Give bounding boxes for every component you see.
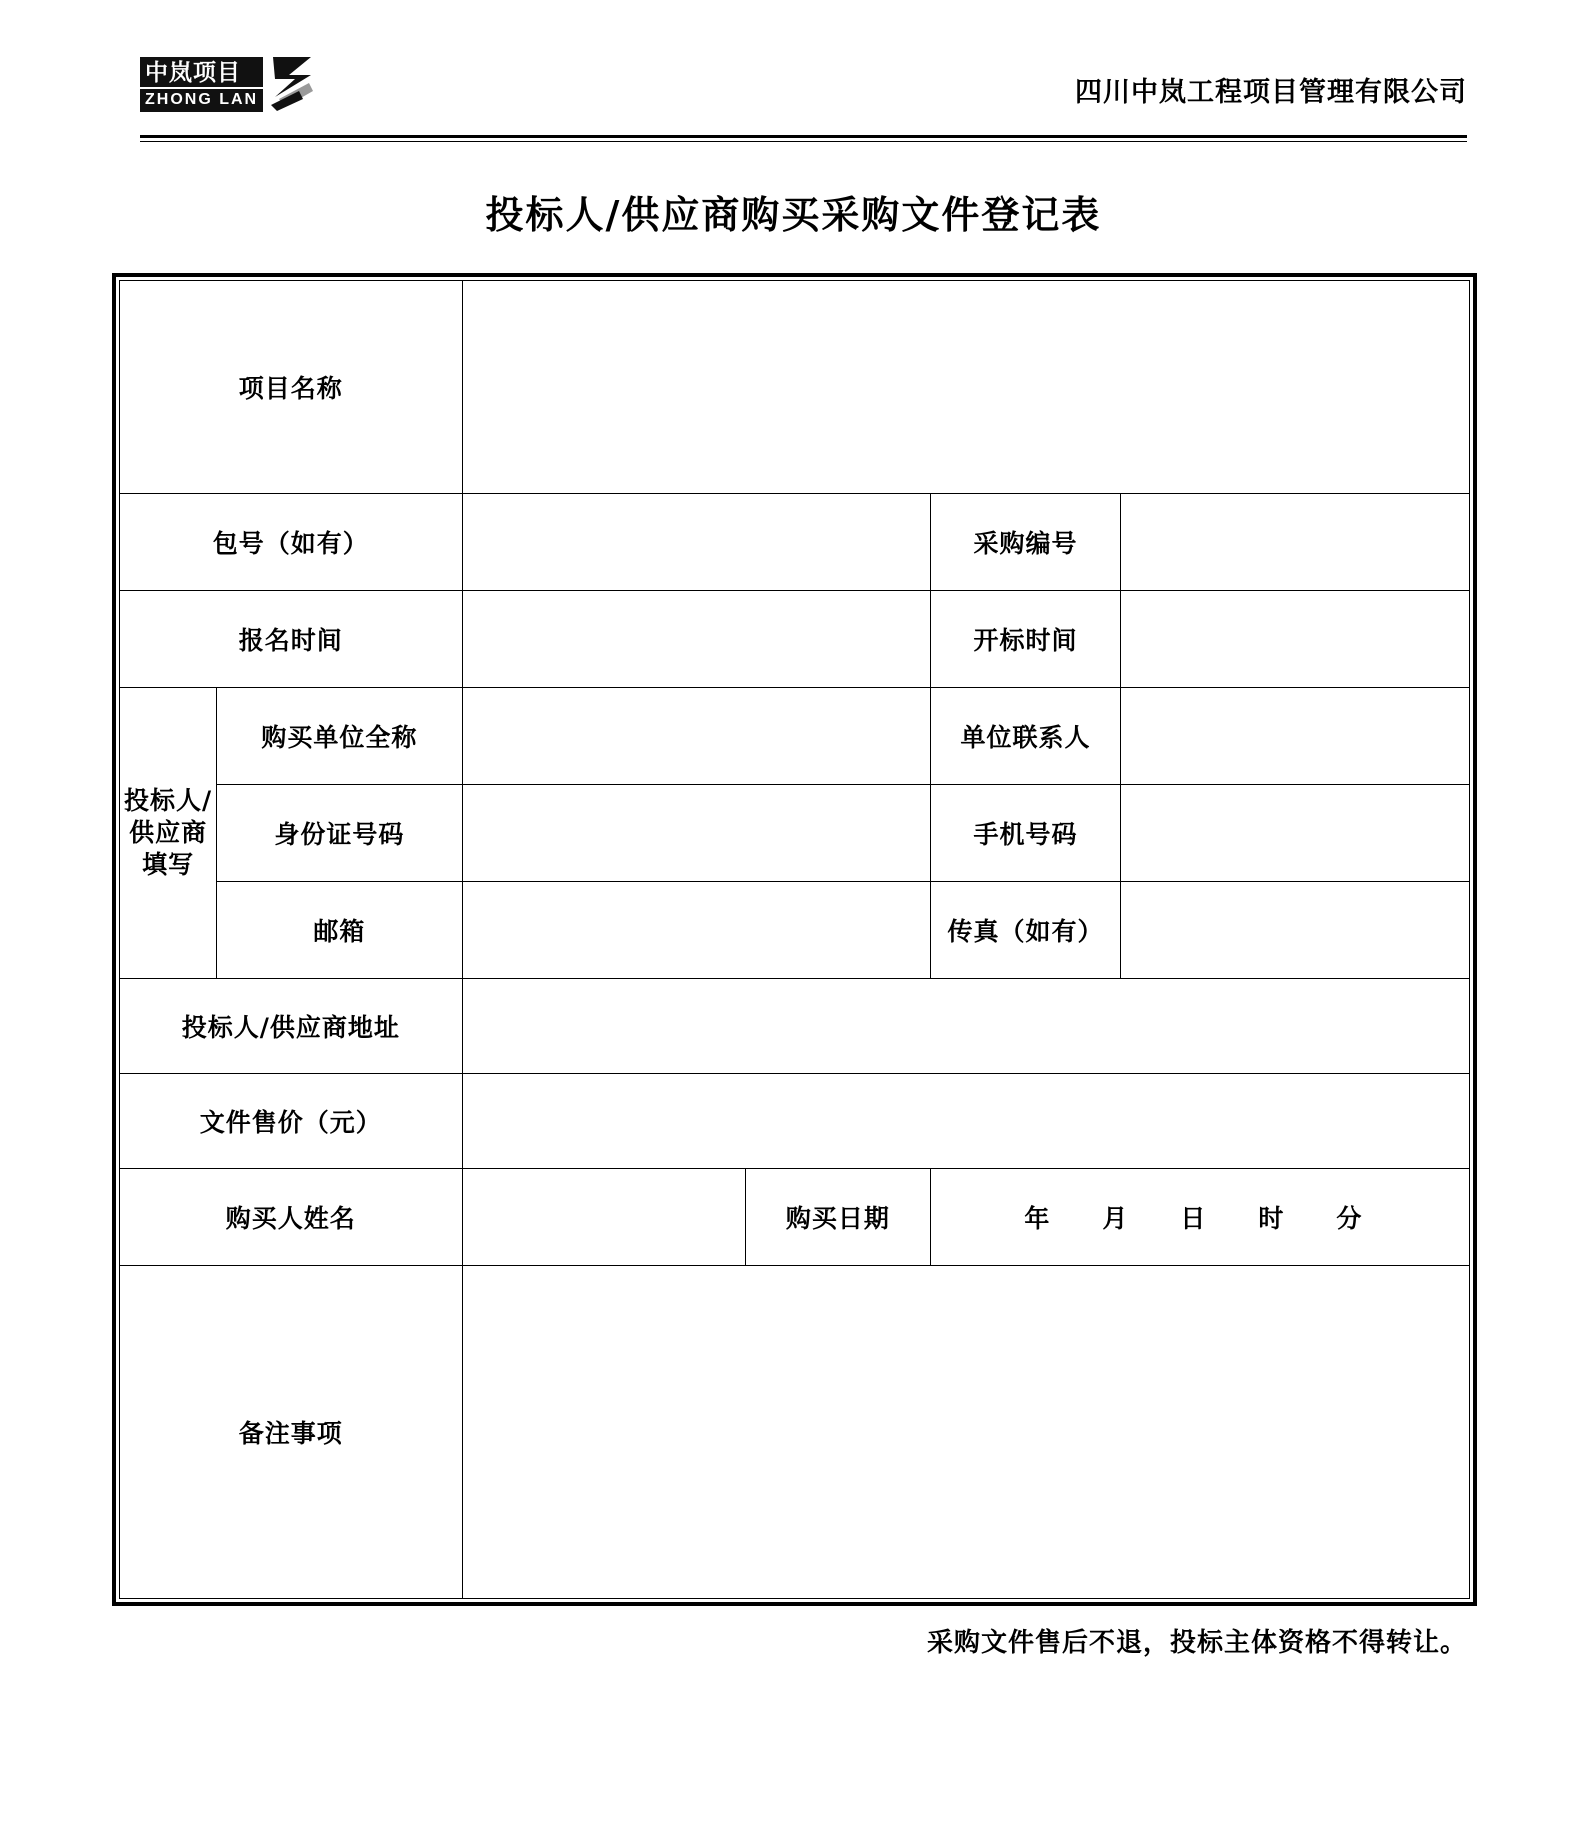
signup-time-label: 报名时间: [120, 591, 463, 688]
id-number-value[interactable]: [462, 785, 930, 882]
logo-text-block: [140, 57, 263, 112]
table-row: [120, 494, 1470, 591]
bidder-fill-side-label: 投标人/供应商填写: [120, 688, 217, 979]
purchase-no-value[interactable]: [1121, 494, 1470, 591]
package-no-value[interactable]: [462, 494, 930, 591]
header-divider: [140, 135, 1467, 142]
zhonglan-mark-icon: [269, 55, 315, 113]
purchase-no-label: 采购编号: [930, 494, 1120, 591]
project-name-value[interactable]: [462, 281, 1469, 494]
email-value[interactable]: [462, 882, 930, 979]
buy-date-label: 购买日期: [745, 1169, 930, 1266]
table-row: [120, 979, 1470, 1074]
header-rule-wrap: [0, 135, 1587, 142]
table-row: [120, 1169, 1470, 1266]
project-name-label: 项目名称: [120, 281, 463, 494]
registration-form-table: [119, 280, 1470, 1599]
table-row: [120, 1266, 1470, 1599]
unit-contact-label: 单位联系人: [930, 688, 1120, 785]
remark-value[interactable]: [462, 1266, 1469, 1599]
fax-value[interactable]: [1121, 882, 1470, 979]
address-value[interactable]: [462, 979, 1469, 1074]
table-row: [120, 1074, 1470, 1169]
document-header: [0, 0, 1587, 113]
file-price-label: 文件售价（元）: [120, 1074, 463, 1169]
email-label: 邮箱: [217, 882, 462, 979]
package-no-label: 包号（如有）: [120, 494, 463, 591]
bid-open-time-value[interactable]: [1121, 591, 1470, 688]
mobile-label: 手机号码: [930, 785, 1120, 882]
unit-full-name-label: 购买单位全称: [217, 688, 462, 785]
table-row: [120, 882, 1470, 979]
buyer-name-label: 购买人姓名: [120, 1169, 463, 1266]
mobile-value[interactable]: [1121, 785, 1470, 882]
remark-label: 备注事项: [120, 1266, 463, 1599]
signup-time-value[interactable]: [462, 591, 930, 688]
table-row: [120, 785, 1470, 882]
footer-note: 采购文件售后不退，投标主体资格不得转让。: [926, 1628, 1467, 1658]
company-name: 四川中岚工程项目管理有限公司: [1075, 77, 1467, 108]
unit-contact-value[interactable]: [1121, 688, 1470, 785]
buy-date-value[interactable]: 年 月 日 时 分: [930, 1169, 1469, 1266]
table-row: [120, 688, 1470, 785]
fax-label: 传真（如有）: [930, 882, 1120, 979]
registration-form-table-wrapper: [112, 273, 1477, 1606]
id-number-label: 身份证号码: [217, 785, 462, 882]
logo-english-text: ZHONG LAN: [140, 89, 263, 112]
table-row: [120, 591, 1470, 688]
table-row: [120, 281, 1470, 494]
file-price-value[interactable]: [462, 1074, 1469, 1169]
address-label: 投标人/供应商地址: [120, 979, 463, 1074]
unit-full-name-value[interactable]: [462, 688, 930, 785]
page-title: 投标人/供应商购买采购文件登记表: [485, 192, 1102, 237]
company-logo: [140, 55, 315, 113]
logo-chinese-text: 中岚项目: [140, 57, 263, 87]
buyer-name-value[interactable]: [462, 1169, 745, 1266]
bid-open-time-label: 开标时间: [930, 591, 1120, 688]
